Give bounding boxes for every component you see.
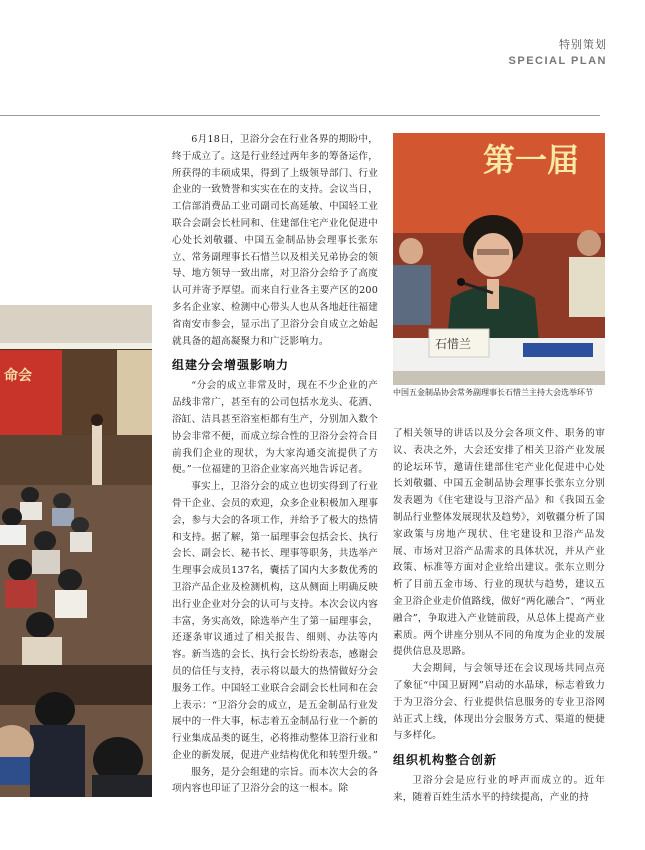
left-banner-text: 命会 — [4, 368, 32, 384]
photo-caption: 中国五金制品协会常务副理事长石惜兰主持大会选举环节 — [393, 388, 593, 397]
section-header — [509, 36, 607, 67]
paragraph: 服务，是分会组建的宗旨。而本次大会的各项内容也印证了卫浴分会的这一根本。除 — [172, 766, 378, 795]
paragraph: 卫浴分会是应行业的呼声而成立的。近年来，随着百姓生活水平的持续提高，产业的持 — [393, 775, 605, 803]
header-divider — [0, 115, 600, 116]
conference-hall-photo — [0, 305, 152, 797]
section-heading: 组建分会增强影响力 — [172, 358, 290, 373]
section-heading: 组织机构整合创新 — [393, 753, 498, 768]
right-banner-text: 第一届 — [483, 141, 580, 179]
speaker-photo — [393, 133, 605, 385]
article-column-1 — [172, 132, 378, 798]
section-title-cn: 特别策划 — [559, 38, 607, 51]
paragraph: 大会期间，与会领导还在会议现场共同点亮了象征“中国卫厨网”启动的水晶球，标志着致力于为卫浴分会、行业提供信息服务的专业卫浴网站正式上线，体现出分会服务方式、渠道的便捷与多样化。 — [393, 663, 605, 742]
paragraph: “分会的成立非常及时，现在不少企业的产品线非常广，甚至有的公司包括水龙头、花洒、浴缸、洁具甚至浴室柜都有生产，分别加入数个协会非常不便，而成立综合性的卫浴分会符合目前我们企业的现状，为大家沟通交流提供了方便。”一位福建的卫浴企业家高兴地告诉记者。 — [172, 380, 378, 476]
nameplate-text: 石惜兰 — [435, 337, 472, 351]
paragraph: 了相关领导的讲话以及分会各项文件、职务的审议、表决之外，大会还安排了相关卫浴产业发展的论坛环节，邀请住建部住宅产业化促进中心处长刘敬疆、中国五金制品协会理事长张东立分别发表题为《住宅建设与卫浴产品》和《我国五金制品行业整体发展现状及趋势》，刘敬疆分析了国家政策与房地产现状、住宅建设和卫浴产品发展、市场对卫浴产品需求的具体状况，并从产业政策、标准等方面对企业给出建议。张东立则分析了目前五金市场、行业的现状与趋势，建议五金卫浴企业走价值路线，做好“两化融合”、“两业融合”，争取进入产业链前段，从总体上提高产业素质。两个讲座分别从不同的角度为企业的发展提供信息及思路。 — [393, 428, 605, 658]
paragraph: 事实上，卫浴分会的成立也切实得到了行业骨干企业、会员的欢迎，众多企业积极加入理事会，参与大会的各项工作，并给予了极大的热情和支持。据了解，第一届理事会包括会长、执行会长、副会长、秘书长、理事等职务，共选举产生理事会成员137名，囊括了国内大多数优秀的卫浴产品企业及检测机构，这从侧面上明确反映出行业企业对分会的认可与支持。本次会议内容丰富，务实高效，除选举产生了第一届理事会，还逐条审议通过了相关报告、细则、办法等内容。新当选的会长、执行会长纷纷表态，感谢会员的信任与支持，表示将以最大的热情做好分会服务工作。中国轻工业联合会副会长杜同和在会上表示：“卫浴分会的成立，是五金制品行业发展中的一件大事，标志着五金制品行业一个新的行业集成品类的诞生，必将推动整体卫浴行业和企业的新发展，促进产业结构优化和转型升级。” — [172, 481, 378, 761]
article-column-2 — [393, 426, 605, 807]
paragraph: 6月18日，卫浴分会在行业各界的期盼中，终于成立了。这是行业经过两年多的筹备运作，所获得的丰硕成果，得到了上级领导部门、行业企业的一致赞誉和实实在在的支持。会议当日，工信部消费品工业司副司长高延敏、中国轻工业联合会副会长杜同和、住建部住宅产业化促进中心处长刘敬疆、中国五金制品协会理事长张东立、常务副理事长石惜兰以及相关兄弟协会的领导、地方领导一致出席，对卫浴分会给予了高度认可并寄予厚望。而来自行业各主要产区的200多名企业家、检测中心带头人也从各地赶往福建省南安市参会，显示出了卫浴分会自成立之始起就具备的超高凝聚力和广泛影响力。 — [172, 134, 378, 347]
section-title-en: SPECIAL PLAN — [508, 55, 607, 67]
